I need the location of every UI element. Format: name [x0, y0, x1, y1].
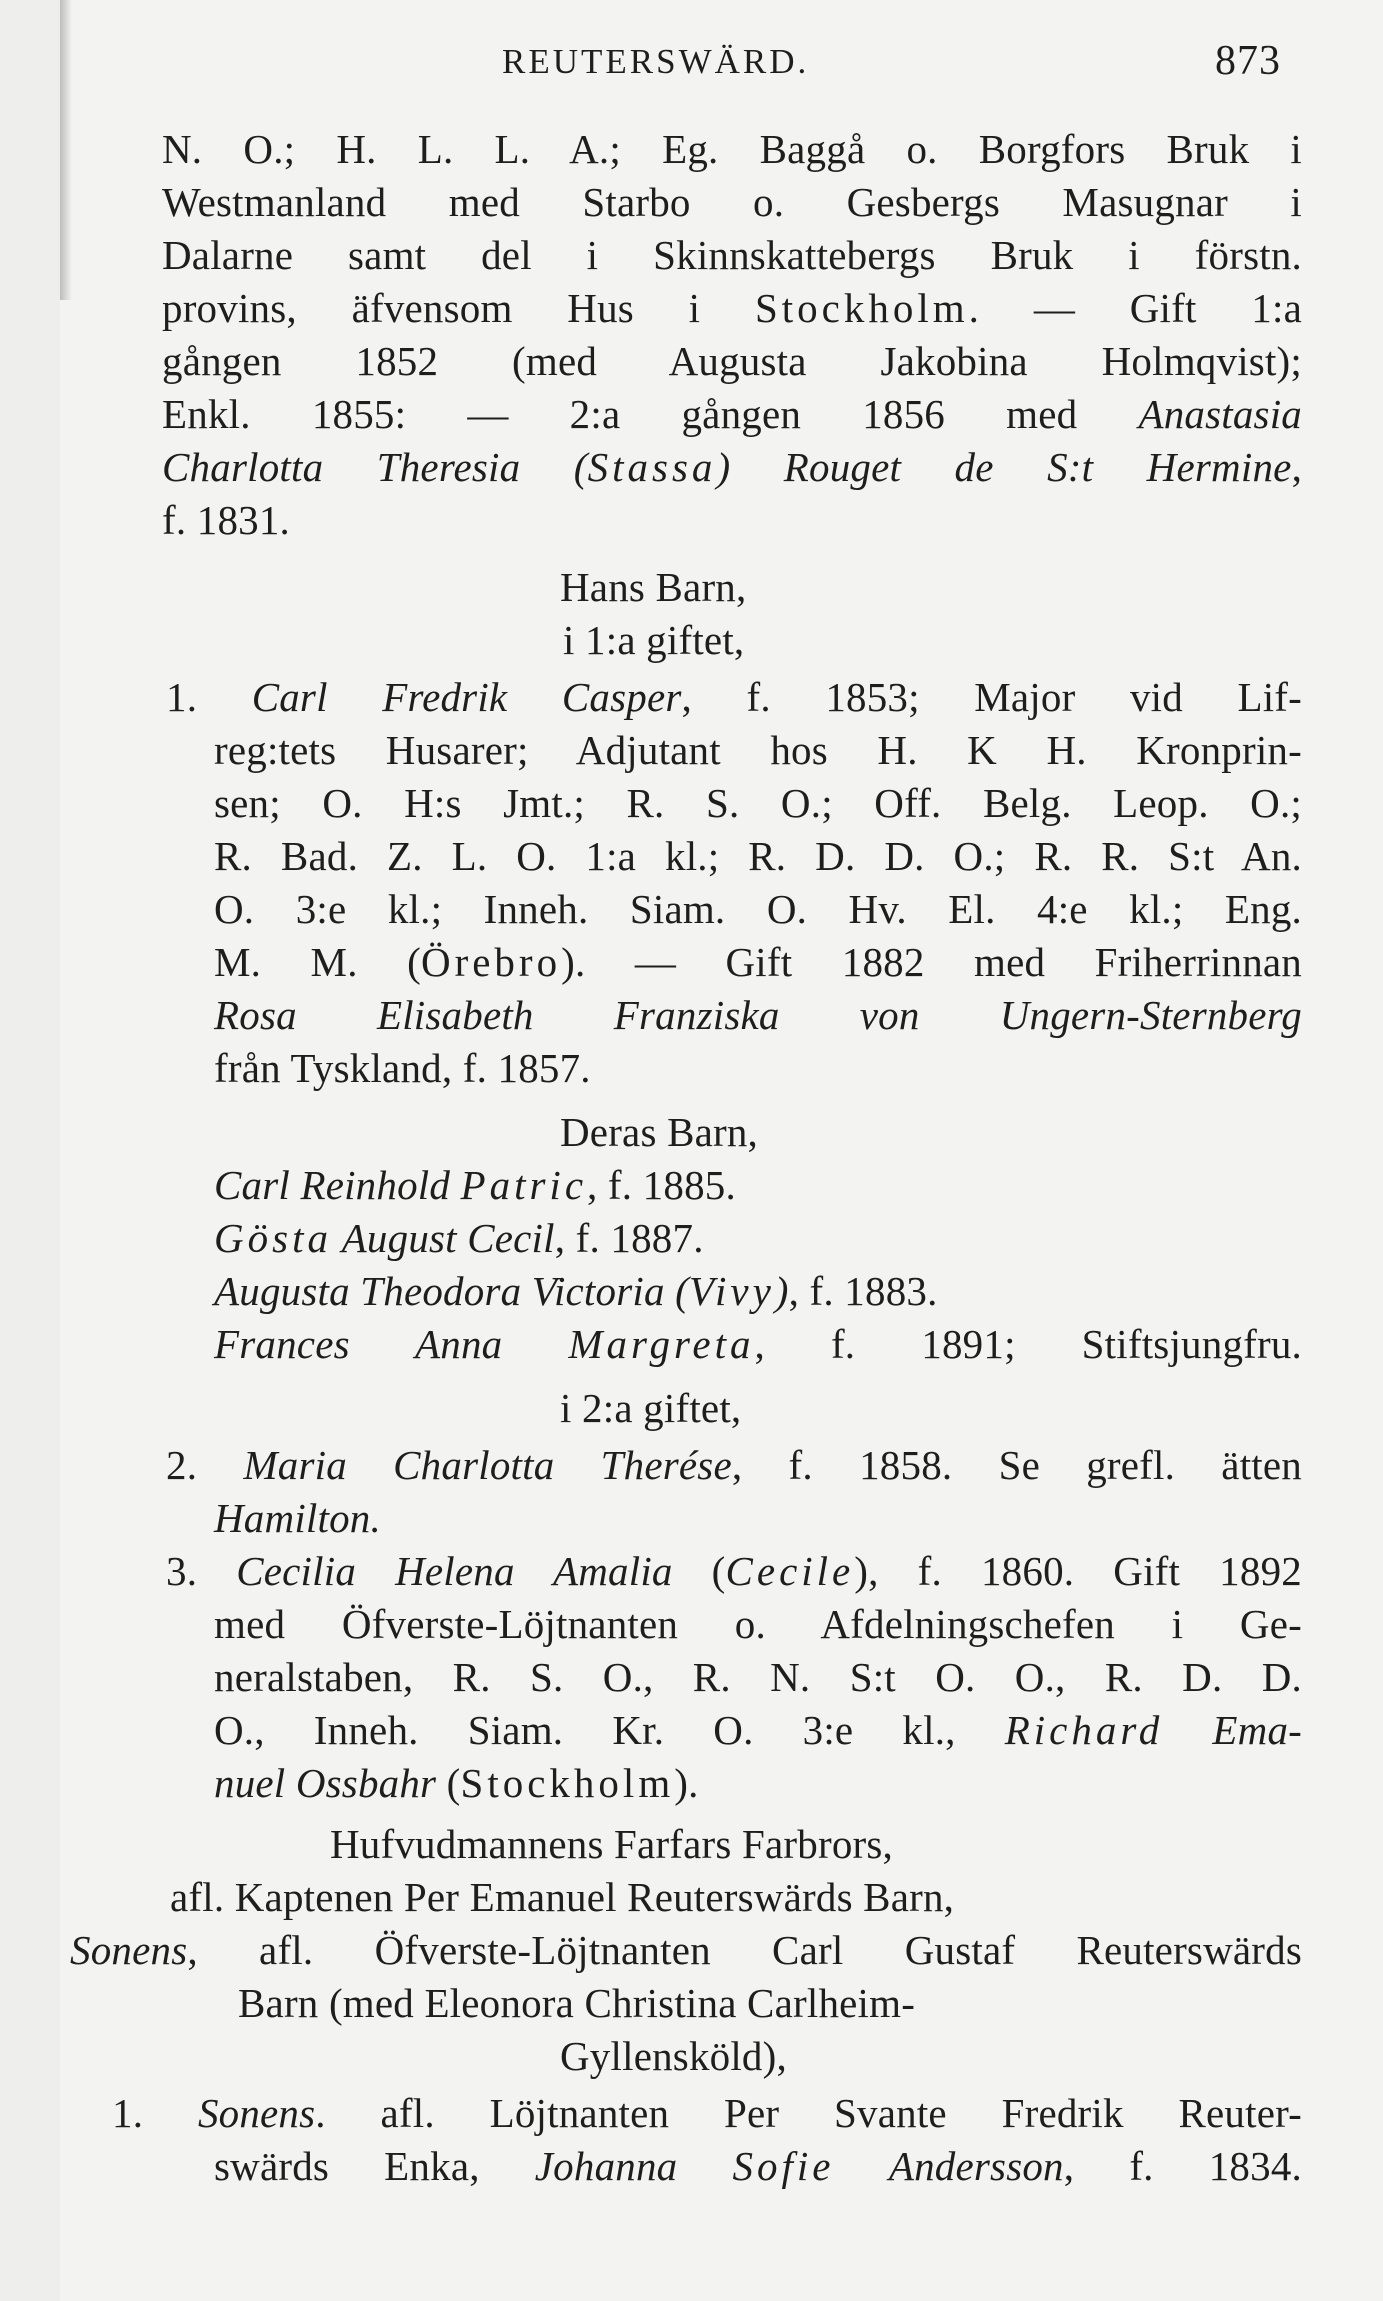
text-run: Carl Fredrik Casper — [251, 674, 682, 720]
text-run: O. 3:e kl.; Inneh. Siam. O. Hv. El. 4:e kl.; Eng. — [214, 886, 1302, 932]
text-run: med Öfverste-Löjtnanten o. Afdelningschefen i Ge- — [214, 1601, 1302, 1647]
text-line — [214, 1707, 1302, 1753]
text-line — [214, 2143, 1302, 2189]
text-line — [214, 939, 1302, 985]
text-run: från Tyskland, f. 1857. — [214, 1045, 591, 1091]
text-line — [166, 674, 1303, 720]
text-line — [560, 2033, 787, 2079]
text-line — [330, 1821, 893, 1867]
text-run: Augusta Theodora Victoria ( — [214, 1268, 689, 1314]
text-run: Hamilton. — [214, 1495, 381, 1541]
text-run: Barn (med Eleonora Christina Carlheim- — [238, 1980, 916, 2026]
text-line — [214, 1321, 1302, 1367]
text-run: i 2:a giftet, — [560, 1385, 742, 1431]
text-run: Maria Charlotta Therése — [243, 1442, 732, 1488]
text-run: August Cecil — [331, 1215, 555, 1261]
text-run: 1. — [112, 2090, 198, 2136]
text-run: gången 1852 (med Augusta Jakobina Holmqvist); — [162, 338, 1302, 384]
text-run: Richard — [1004, 1707, 1164, 1753]
text-run: , f. 1853; Major vid Lif- — [681, 674, 1303, 720]
text-run: Enkl. 1855: — 2:a gången 1856 med — [162, 391, 1139, 437]
text-run: Hufvudmannens Farfars Farbrors, — [330, 1821, 893, 1867]
text-run: Westmanland med Starbo o. Gesbergs Masugnar i — [162, 179, 1302, 225]
text-line — [214, 992, 1302, 1038]
text-run: ) Rouget de S:t Hermine — [716, 444, 1292, 490]
text-run: ). — [674, 1760, 699, 1806]
text-line — [214, 1654, 1302, 1700]
text-run: Charlotta Theresia ( — [162, 444, 588, 490]
text-run: i 1:a giftet, — [563, 617, 745, 663]
text-line — [214, 886, 1302, 932]
text-run: , f. 1883. — [788, 1268, 938, 1314]
text-line — [214, 1268, 938, 1314]
text-run: ( — [436, 1760, 461, 1806]
text-run: N. O.; H. L. L. A.; Eg. Baggå o. Borgfors Bruk i — [162, 126, 1302, 172]
text-run: f. 1831. — [162, 497, 291, 543]
text-run: Hans Barn, — [560, 564, 747, 610]
text-run: 2. — [166, 1442, 244, 1488]
text-run: . — Gift 1:a — [968, 285, 1302, 331]
text-line — [162, 179, 1302, 225]
text-run: ), f. 1860. Gift 1892 — [854, 1548, 1302, 1594]
page-number: 873 — [1215, 38, 1281, 84]
text-run: R. Bad. Z. L. O. 1:a kl.; R. D. D. O.; R. R. S:t An. — [214, 833, 1302, 879]
text-line — [162, 285, 1302, 331]
text-line — [214, 1760, 699, 1806]
text-run: reg:tets Husarer; Adjutant hos H. K H. Kronprin- — [214, 727, 1302, 773]
text-line — [214, 1215, 704, 1261]
text-line — [214, 1495, 381, 1541]
text-run: afl. Kaptenen Per Emanuel Reuterswärds Barn, — [170, 1874, 955, 1920]
text-run: O., Inneh. Siam. Kr. O. 3:e kl., — [214, 1707, 1005, 1753]
text-line — [162, 338, 1302, 384]
text-line — [560, 1385, 742, 1431]
running-title: REUTERSWÄRD. — [502, 42, 810, 81]
text-line — [214, 780, 1302, 826]
text-line — [70, 1927, 1302, 1973]
text-line — [560, 564, 747, 610]
text-run: Anastasia — [1138, 391, 1302, 437]
text-line — [214, 1162, 736, 1208]
text-run: Gösta — [214, 1215, 332, 1261]
text-line — [166, 1548, 1302, 1594]
text-run: Deras Barn, — [560, 1109, 759, 1155]
text-line — [214, 1601, 1302, 1647]
text-run: Johanna — [534, 2143, 733, 2189]
text-line — [563, 617, 745, 663]
text-run: ( — [672, 1548, 726, 1594]
text-run: Patric — [460, 1162, 588, 1208]
text-run: , afl. Öfverste-Löjtnanten Carl Gustaf Reuterswärds — [187, 1927, 1302, 1973]
text-run: ). — Gift 1882 med Friherrinnan — [561, 939, 1302, 985]
text-line — [162, 391, 1302, 437]
text-line — [162, 232, 1302, 278]
text-line — [560, 1109, 759, 1155]
text-run: Sofie — [732, 2143, 835, 2189]
text-run: Ema- — [1163, 1707, 1302, 1753]
text-run: Stockholm — [460, 1760, 675, 1806]
text-run: M. M. ( — [214, 939, 421, 985]
text-run: Örebro — [420, 939, 562, 985]
text-run: . afl. Löjtnanten Per Svante Fredrik Reuter- — [315, 2090, 1302, 2136]
text-run: , f. 1858. Se grefl. ätten — [731, 1442, 1302, 1488]
text-run: Vivy — [688, 1268, 775, 1314]
text-run: 3. — [166, 1548, 237, 1594]
text-run: swärds Enka, — [214, 2143, 535, 2189]
text-run: Sonens — [197, 2090, 316, 2136]
text-run: Cecile — [725, 1548, 855, 1594]
text-line — [112, 2090, 1302, 2136]
text-line — [162, 444, 1303, 490]
text-run: provins, äfvensom Hus i — [162, 285, 755, 331]
text-run: , f. 1834. — [1063, 2143, 1302, 2189]
text-run: Cecilia Helena Amalia — [236, 1548, 673, 1594]
text-run: , f. 1887. — [554, 1215, 704, 1261]
text-line — [214, 1045, 591, 1091]
text-run: nuel Ossbahr — [214, 1760, 437, 1806]
text-run: Margreta — [568, 1321, 755, 1367]
page-edge-shadow — [60, 0, 72, 300]
text-run: Stassa — [587, 444, 717, 490]
text-line — [214, 833, 1302, 879]
text-run: 1. — [166, 674, 252, 720]
text-run: Carl Reinhold — [214, 1162, 461, 1208]
text-line — [170, 1874, 955, 1920]
text-run: Andersson — [834, 2143, 1064, 2189]
text-run: , f. 1891; Stiftsjungfru. — [754, 1321, 1302, 1367]
text-run: , — [1291, 444, 1303, 490]
text-line — [162, 497, 291, 543]
text-run: neralstaben, R. S. O., R. N. S:t O. O., R. D. D. — [214, 1654, 1302, 1700]
text-line — [166, 1442, 1302, 1488]
text-run: sen; O. H:s Jmt.; R. S. O.; Off. Belg. Leop. O.; — [214, 780, 1302, 826]
text-run: ) — [774, 1268, 789, 1314]
text-run: Sonens — [70, 1927, 188, 1973]
text-run: Rosa Elisabeth Franziska von Ungern-Sternberg — [214, 992, 1302, 1038]
text-run: Dalarne samt del i Skinnskattebergs Bruk i förstn. — [162, 232, 1302, 278]
text-run: Stockholm — [754, 285, 969, 331]
text-line — [214, 727, 1302, 773]
text-line — [162, 126, 1302, 172]
text-run: Frances Anna — [214, 1321, 569, 1367]
text-run: , f. 1885. — [587, 1162, 736, 1208]
text-run: Gyllensköld), — [560, 2033, 787, 2079]
text-line — [238, 1980, 916, 2026]
